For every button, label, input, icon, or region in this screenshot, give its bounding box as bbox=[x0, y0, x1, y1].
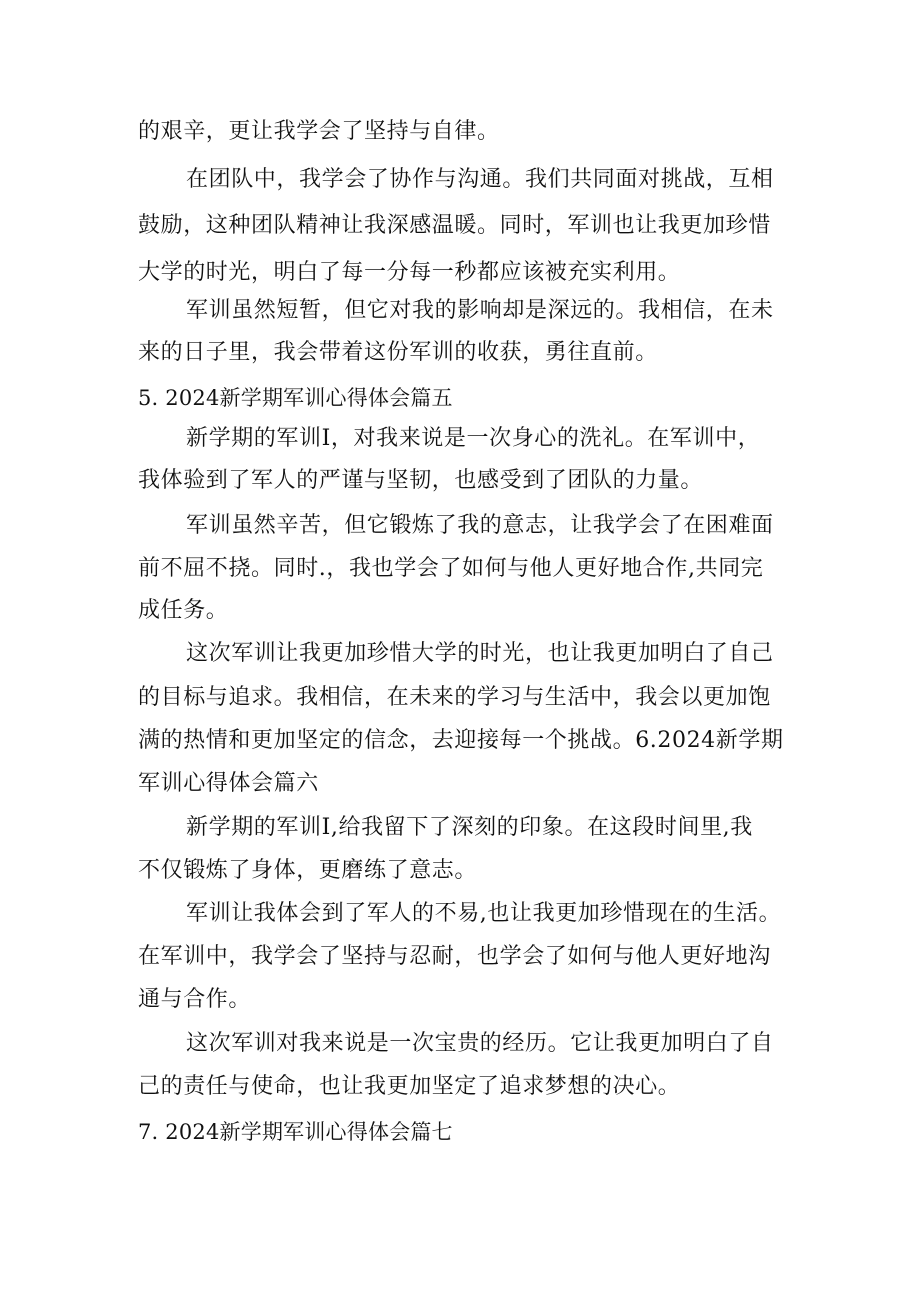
text-line: 我体验到了军人的严谨与坚韧，也感受到了团队的力量。 bbox=[138, 468, 704, 493]
paragraph-first-line: 军训虽然辛苦，但它锻炼了我的意志，让我学会了在困难面 bbox=[186, 513, 774, 538]
section-heading: 7. 2024新学期军训心得体会篇七 bbox=[138, 1120, 453, 1144]
text-line: 来的日子里，我会带着这份军训的收获，勇往直前。 bbox=[138, 340, 658, 365]
text-line: 成任务。 bbox=[138, 598, 229, 623]
text-line: 的艰辛，更让我学会了坚持与自律。 bbox=[138, 119, 500, 144]
text-line: 的目标与追求。我相信，在未来的学习与生活中，我会以更加饱 bbox=[138, 685, 771, 710]
paragraph-first-line: 这次军训让我更加珍惜大学的时光，也让我更加明白了自己 bbox=[186, 641, 774, 666]
paragraph-first-line: 在团队中，我学会了协作与沟通。我们共同面对挑战，互相 bbox=[186, 167, 774, 192]
text-line: 己的责任与使命，也让我更加坚定了追求梦想的决心。 bbox=[138, 1074, 681, 1099]
text-line: 不仅锻炼了身体，更磨练了意志。 bbox=[138, 858, 478, 883]
paragraph-first-line: 新学期的军训I，对我来说是一次身心的洗礼。在军训中， bbox=[186, 426, 761, 451]
paragraph-first-line: 新学期的军训I,给我留下了深刻的印象。在这段时间里,我 bbox=[186, 815, 753, 840]
text-line: 在军训中，我学会了坚持与忍耐，也学会了如何与他人更好地沟 bbox=[138, 944, 771, 969]
text-line: 大学的时光，明白了每一分每一秒都应该被充实利用。 bbox=[138, 260, 681, 285]
paragraph-first-line: 军训虽然短暂，但它对我的影响却是深远的。我相信，在未 bbox=[186, 298, 774, 323]
text-line: 满的热情和更加坚定的信念，去迎接每一个挑战。6.2024新学期 bbox=[138, 728, 784, 753]
text-line: 鼓励，这种团队精神让我深感温暖。同时，军训也让我更加珍惜 bbox=[138, 213, 771, 238]
paragraph-first-line: 这次军训对我来说是一次宝贵的经历。它让我更加明白了自 bbox=[186, 1031, 774, 1056]
paragraph-first-line: 军训让我体会到了军人的不易,也让我更加珍惜现在的生活。 bbox=[186, 901, 782, 926]
section-heading-continued: 军训心得体会篇六 bbox=[138, 771, 319, 796]
text-line: 通与合作。 bbox=[138, 987, 252, 1012]
section-heading: 5. 2024新学期军训心得体会篇五 bbox=[138, 386, 453, 410]
text-line: 前不屈不挠。同时.，我也学会了如何与他人更好地合作,共同完 bbox=[138, 556, 764, 581]
